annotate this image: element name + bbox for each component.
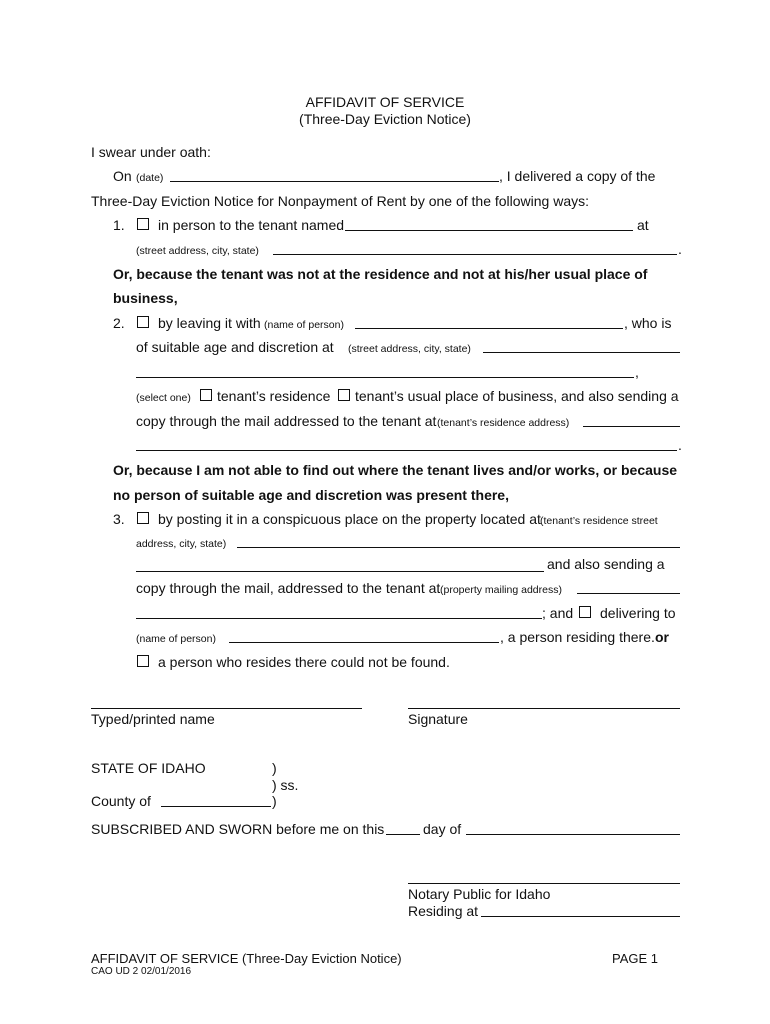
option1-number: 1.	[113, 217, 125, 233]
paren-1: )	[272, 760, 277, 776]
county-field[interactable]	[161, 806, 271, 807]
residing-at-label: Residing at	[408, 903, 479, 919]
option3-checkbox[interactable]	[137, 512, 149, 524]
option2-checkbox[interactable]	[137, 316, 149, 328]
option1-at: at	[637, 217, 649, 233]
date-hint: (date)	[136, 172, 164, 184]
mailing-address-field-b[interactable]	[136, 618, 542, 619]
notice-text: Three-Day Eviction Notice for Nonpayment of Rent by one of the following ways:	[91, 193, 590, 209]
option3-posting: by posting it in a conspicuous place on the property located at	[158, 511, 541, 527]
date-field[interactable]	[170, 181, 499, 182]
property-address-field-a[interactable]	[237, 547, 680, 548]
option2-suitable: of suitable age and discretion at	[136, 339, 334, 355]
option2-address-hint: (street address, city, state)	[348, 343, 471, 355]
document-subtitle: (Three-Day Eviction Notice)	[299, 111, 471, 127]
delivering-label: delivering to	[600, 605, 676, 621]
option3-and: ; and	[542, 605, 574, 621]
street-hint: (tenant’s residence street	[540, 515, 658, 527]
option2-comma: ,	[635, 364, 639, 380]
notary-public-label: Notary Public for Idaho	[408, 886, 551, 902]
residence-label: tenant’s residence	[217, 388, 331, 404]
option1-period: .	[678, 241, 682, 257]
option2-name-field[interactable]	[355, 328, 623, 329]
mailing-address-field-a[interactable]	[577, 593, 680, 594]
residence-address-field-b[interactable]	[136, 450, 677, 451]
tenant-name-field[interactable]	[345, 230, 633, 231]
or1-line2: business,	[113, 290, 178, 306]
county-label: County of	[91, 793, 151, 809]
sworn-text: SUBSCRIBED AND SWORN before me on this	[91, 821, 385, 837]
document-title: AFFIDAVIT OF SERVICE	[305, 94, 465, 110]
residing-at-field[interactable]	[481, 916, 680, 917]
day-field[interactable]	[386, 834, 420, 835]
option3-copy: copy through the mail, addressed to the tenant at	[136, 580, 441, 596]
printed-name-label: Typed/printed name	[91, 711, 215, 727]
state-label: STATE OF IDAHO	[91, 760, 206, 776]
signature-field[interactable]	[408, 708, 680, 709]
option3-number: 3.	[113, 511, 125, 527]
or2-line1: Or, because I am not able to find out where the tenant lives and/or works, or because	[113, 462, 678, 478]
delivering-checkbox[interactable]	[579, 606, 591, 618]
property-address-field-b[interactable]	[136, 571, 544, 572]
option2-address-field-b[interactable]	[136, 377, 634, 378]
notary-signature-field[interactable]	[408, 883, 680, 884]
or-text: or	[655, 629, 669, 645]
printed-name-field[interactable]	[91, 708, 362, 709]
business-checkbox[interactable]	[338, 389, 350, 401]
swear-text: I swear under oath:	[91, 144, 211, 160]
or2-line2: no person of suitable age and discretion was present there,	[113, 487, 509, 503]
residence-address-hint: (tenant’s residence address)	[437, 417, 570, 429]
option2-address-field-a[interactable]	[483, 352, 680, 353]
on-text: On	[113, 168, 132, 184]
also-sending: and also sending a	[547, 556, 665, 572]
footer-code: CAO UD 2 02/01/2016	[91, 966, 192, 977]
option3-name-field[interactable]	[229, 642, 499, 643]
option2-copy: copy through the mail addressed to the tenant at	[136, 413, 437, 429]
option2-name-hint: (name of person)	[264, 319, 344, 331]
option1-address-hint: (street address, city, state)	[136, 245, 259, 257]
business-label: tenant’s usual place of business, and also sending a	[355, 388, 679, 404]
option1-address-field[interactable]	[273, 254, 677, 255]
not-found-checkbox[interactable]	[137, 655, 149, 667]
residence-address-field-a[interactable]	[583, 426, 680, 427]
option2-number: 2.	[113, 315, 125, 331]
select-one-hint: (select one)	[136, 392, 191, 404]
day-of-text: day of	[423, 821, 462, 837]
signature-label: Signature	[408, 711, 468, 727]
option1-text: in person to the tenant named	[158, 217, 345, 233]
option2-leaving: by leaving it with	[158, 315, 261, 331]
residing-text: , a person residing there.	[500, 629, 655, 645]
option3-name-hint: (name of person)	[136, 633, 216, 645]
paren-3: )	[272, 793, 277, 809]
ss-label: ) ss.	[272, 777, 299, 793]
mailing-address-hint: (property mailing address)	[440, 584, 562, 596]
residence-checkbox[interactable]	[200, 389, 212, 401]
month-year-field[interactable]	[466, 834, 680, 835]
street-hint-2: address, city, state)	[136, 538, 227, 550]
or1-line1: Or, because the tenant was not at the residence and not at his/her usual place of	[113, 266, 648, 282]
footer-title: AFFIDAVIT OF SERVICE (Three-Day Eviction Notice)	[91, 951, 402, 966]
not-found-label: a person who resides there could not be found.	[158, 654, 450, 670]
option2-period: .	[678, 437, 682, 453]
page-number: PAGE 1	[612, 951, 659, 966]
option1-checkbox[interactable]	[137, 218, 149, 230]
delivered-text: , I delivered a copy of the	[499, 168, 656, 184]
option2-who-is: , who is	[624, 315, 672, 331]
